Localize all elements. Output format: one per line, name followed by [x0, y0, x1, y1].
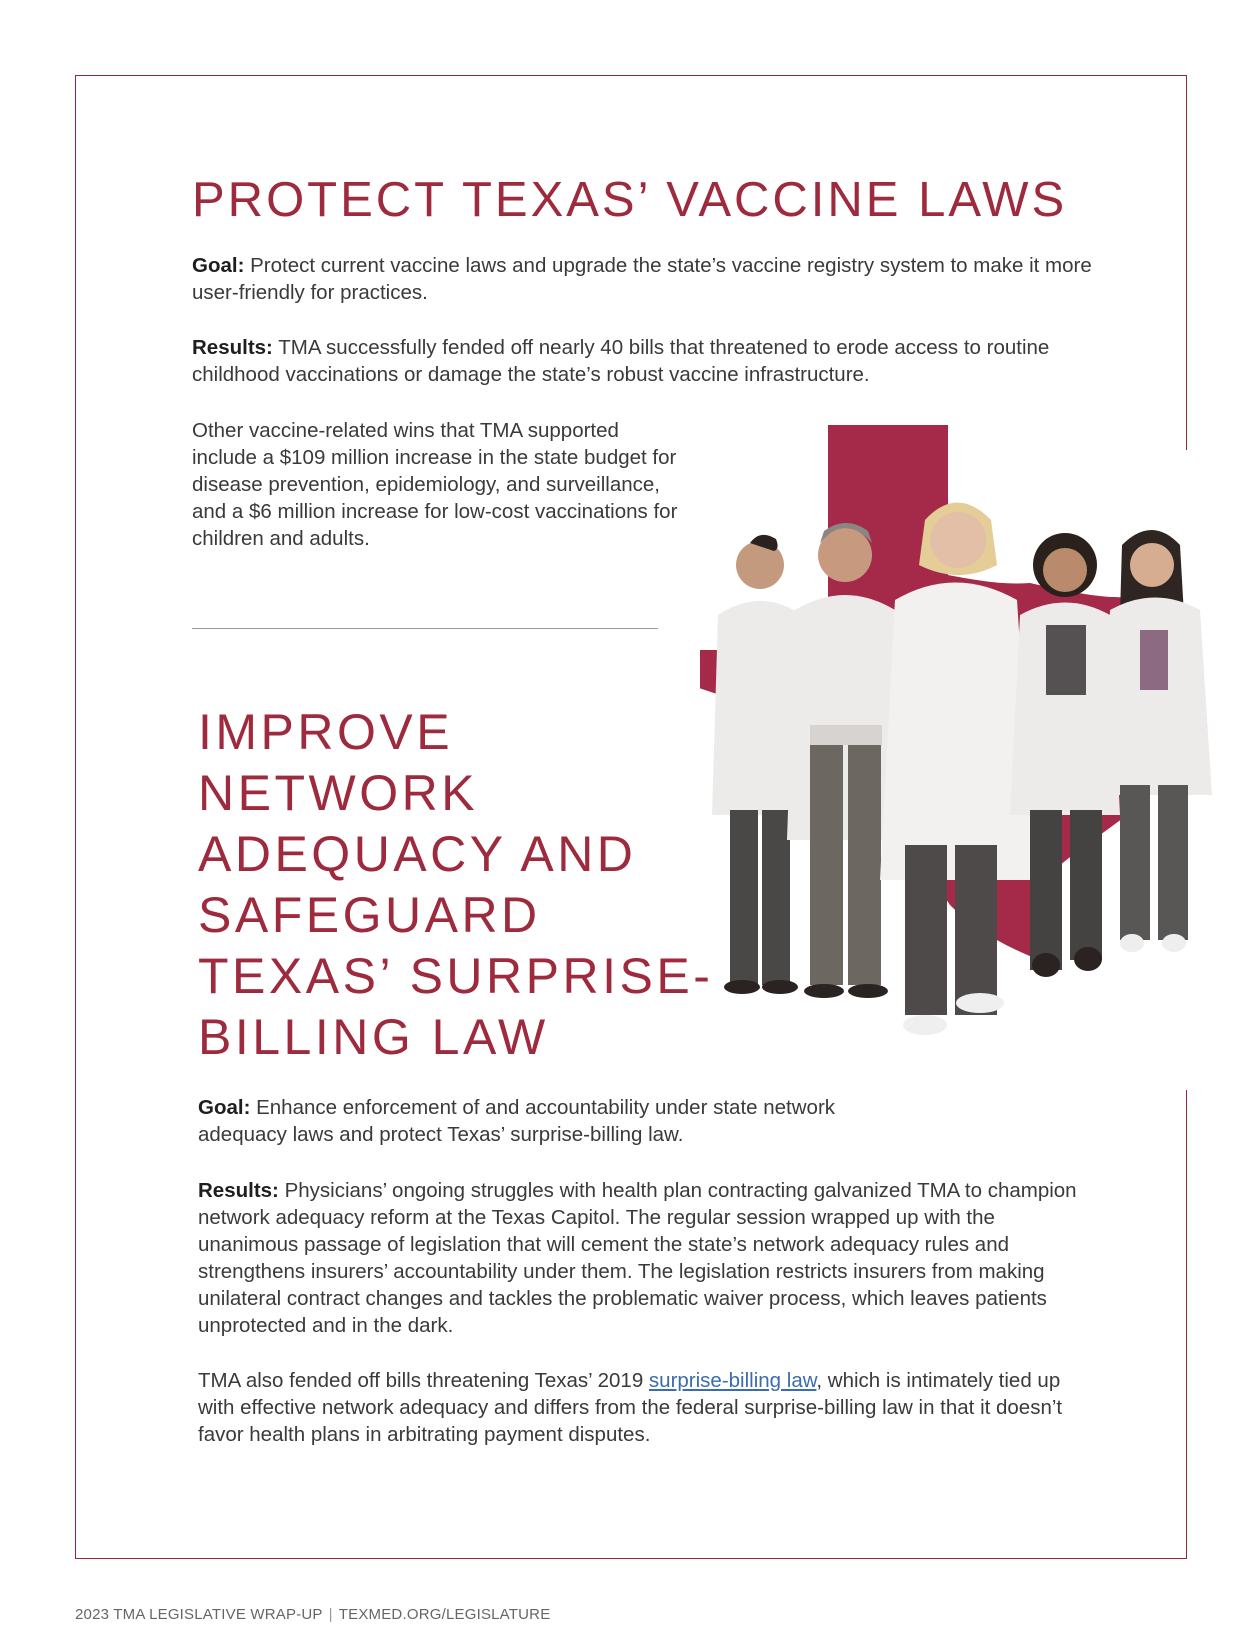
page-footer [75, 1606, 550, 1623]
vaccine-other-wins-paragraph: Other vaccine-related wins that TMA supported include a $109 million increase in the state budget for disease prevention, epidemiology, and surveillance, and a $6 million increase for low-cost vaccinations for children and adults. [192, 419, 678, 550]
results-text: Physicians’ ongoing struggles with health plan contracting galvanized TMA to champion network adequacy reform at the Texas Capitol. The regular session wrapped up with the unanimous passage of legislation that will cement the state’s network adequacy rules and strengthens insurers’ accountability under them. The legislation restricts insurers from making unilateral contract changes and tackles the problematic waiver process, which leaves patients unprotected and in the dark. [198, 1179, 1077, 1337]
vaccine-results-paragraph [192, 334, 1092, 388]
footer-website: TEXMED.ORG/LEGISLATURE [338, 1606, 551, 1623]
goal-label: Goal: [192, 254, 245, 277]
section-title-vaccine-laws: PROTECT TEXAS’ VACCINE LAWS [192, 173, 1068, 227]
results-text: TMA successfully fended off nearly 40 bills that threatened to erode access to routine childhood vaccinations or damage the state’s robust vaccine infrastructure. [192, 336, 1050, 386]
physicians-texas-illustration [700, 425, 1259, 1105]
footer-publication-title: 2023 TMA LEGISLATIVE WRAP-UP [75, 1606, 323, 1623]
paragraph-text-before-link: TMA also fended off bills threatening Texas’ 2019 [198, 1369, 649, 1392]
surprise-billing-paragraph [198, 1367, 1078, 1448]
section-divider [192, 628, 658, 629]
results-label: Results: [192, 336, 273, 359]
network-results-paragraph [198, 1177, 1078, 1339]
footer-separator: | [328, 1606, 333, 1623]
network-goal-paragraph [198, 1094, 848, 1148]
goal-label: Goal: [198, 1096, 251, 1119]
surprise-billing-law-link[interactable]: surprise-billing law [648, 1369, 817, 1392]
section-title-network-adequacy: IMPROVE NETWORK ADEQUACY AND SAFEGUARD TEXAS’ SURPRISE-BILLING LAW [198, 704, 714, 1065]
goal-text: Enhance enforcement of and accountability under state network adequacy laws and protect Texas’ surprise-billing law. [198, 1096, 836, 1146]
goal-text: Protect current vaccine laws and upgrade the state’s vaccine registry system to make it more user-friendly for practices. [192, 254, 1092, 304]
paragraph-text-after-link: , which is intimately tied up with effective network adequacy and differs from the federal surprise-billing law in that it doesn’t favor health plans in arbitrating payment disputes. [198, 1369, 1063, 1446]
vaccine-goal-paragraph [192, 252, 1092, 306]
results-label: Results: [198, 1179, 279, 1202]
